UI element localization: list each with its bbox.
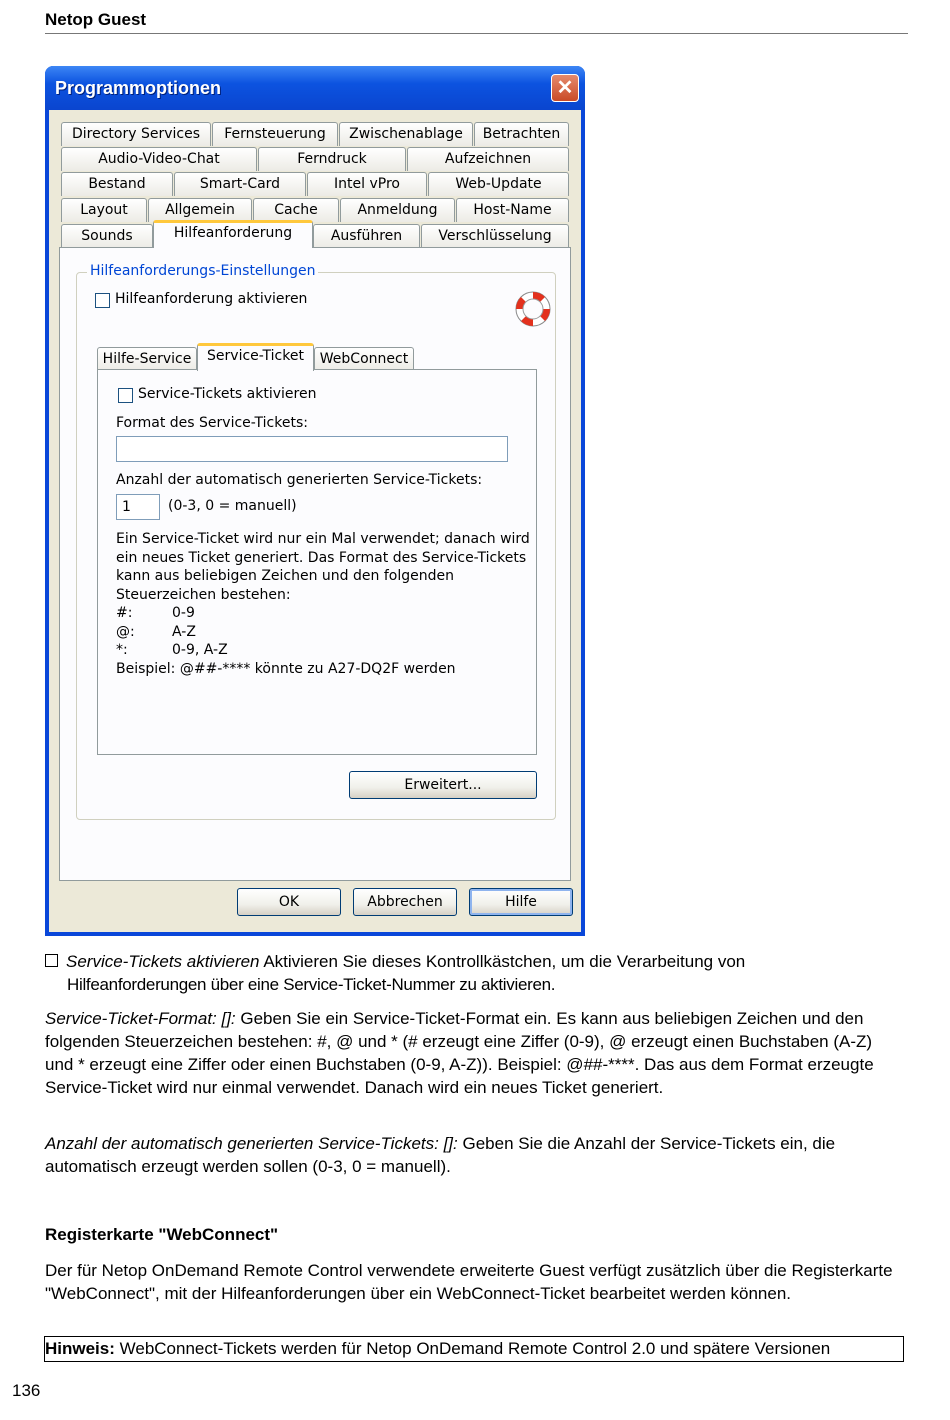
paragraph-enable-tickets bbox=[45, 950, 905, 996]
page-number: 136 bbox=[12, 1381, 41, 1400]
example-line: Beispiel: @##-**** könnte zu A27-DQ2F werden bbox=[116, 660, 456, 677]
tab-verschluesselung[interactable]: Verschlüsselung bbox=[421, 224, 569, 248]
tab-cache[interactable]: Cache bbox=[253, 198, 339, 222]
tab-smart-card[interactable]: Smart-Card bbox=[174, 172, 306, 196]
note-label: Hinweis: bbox=[45, 1339, 115, 1358]
tab-fernsteuerung[interactable]: Fernsteuerung bbox=[212, 122, 338, 146]
ticket-format-label: Format des Service-Tickets: bbox=[116, 415, 308, 431]
paragraph-ticket-count bbox=[45, 1132, 905, 1178]
tab-sounds[interactable]: Sounds bbox=[61, 224, 153, 248]
code-symbol: @: bbox=[116, 623, 135, 640]
checkbox-symbol-icon bbox=[45, 954, 58, 967]
text-ticket-format: Geben Sie ein Service-Ticket-Format ein. Es kann aus beliebigen Zeichen und den folgenden Steuerzeichen bestehen: #, @ und * (# erzeugt eine Ziffer (0-9), @ erzeugt einen Buchstaben (A-Z) und * erzeugt eine Ziffer oder einen Buchstaben (0-9, A-Z)). Beispiel: @##-****. Das aus dem Format erzeugte Service-Ticket wird nur einmal verwendet. Danach wird ein neues Ticket generiert. bbox=[45, 1009, 874, 1097]
service-ticket-description bbox=[116, 530, 530, 678]
term-enable-tickets: Service-Tickets aktivieren bbox=[66, 952, 260, 971]
tab-ferndruck[interactable]: Ferndruck bbox=[258, 147, 406, 171]
tab-intel-vpro[interactable]: Intel vPro bbox=[307, 172, 427, 196]
text-enable-tickets-2: Hilfeanforderungen über eine Service-Ticket-Nummer zu aktivieren. bbox=[67, 975, 556, 994]
enable-service-tickets-label: Service-Tickets aktivieren bbox=[138, 386, 317, 402]
header-rule bbox=[45, 33, 908, 34]
tab-layout[interactable]: Layout bbox=[61, 198, 147, 222]
code-meaning: A-Z bbox=[172, 623, 196, 640]
cancel-button[interactable]: Abbrechen bbox=[353, 888, 457, 916]
help-request-settings-group bbox=[76, 263, 556, 820]
close-button[interactable] bbox=[551, 74, 579, 102]
tab-web-update[interactable]: Web-Update bbox=[428, 172, 569, 196]
ticket-count-input[interactable]: 1 bbox=[116, 494, 160, 520]
tab-betrachten[interactable]: Betrachten bbox=[474, 122, 569, 146]
tab-host-name[interactable]: Host-Name bbox=[456, 198, 569, 222]
tab-hilfe-service[interactable]: Hilfe-Service bbox=[97, 347, 197, 371]
code-symbol: *: bbox=[116, 642, 128, 658]
advanced-button[interactable]: Erweitert... bbox=[349, 771, 537, 799]
program-options-dialog bbox=[45, 66, 585, 936]
ticket-count-label: Anzahl der automatisch generierten Service-Tickets: bbox=[116, 472, 483, 488]
service-ticket-panel bbox=[97, 369, 537, 755]
tab-directory-services[interactable]: Directory Services bbox=[61, 122, 211, 146]
tab-webconnect[interactable]: WebConnect bbox=[314, 347, 414, 371]
tab-bestand[interactable]: Bestand bbox=[61, 172, 173, 196]
section-title-webconnect: Registerkarte "WebConnect" bbox=[45, 1225, 279, 1244]
tab-service-ticket[interactable]: Service-Ticket bbox=[197, 343, 314, 371]
term-ticket-count: Anzahl der automatisch generierten Service-Tickets: []: bbox=[45, 1134, 458, 1153]
text-enable-tickets: Aktivieren Sie dieses Kontrollkästchen, um die Verarbeitung von bbox=[259, 952, 746, 971]
description-line: Ein Service-Ticket wird nur ein Mal verwendet; danach wird bbox=[116, 531, 530, 547]
page-header: Netop Guest bbox=[45, 10, 147, 29]
paragraph-ticket-format bbox=[45, 1007, 905, 1099]
dialog-titlebar[interactable] bbox=[45, 66, 585, 110]
ok-button[interactable]: OK bbox=[237, 888, 341, 916]
close-icon: ✕ bbox=[556, 77, 574, 99]
ticket-format-input[interactable] bbox=[116, 436, 508, 462]
group-title: Hilfeanforderungs-Einstellungen bbox=[87, 263, 318, 279]
ticket-count-hint: (0-3, 0 = manuell) bbox=[168, 498, 297, 514]
note-text: WebConnect-Tickets werden für Netop OnDemand Remote Control 2.0 und spätere Versionen bbox=[114, 1339, 831, 1358]
code-meaning: 0-9 bbox=[172, 605, 195, 621]
tab-audio-video-chat[interactable]: Audio-Video-Chat bbox=[61, 147, 257, 171]
dialog-client-area bbox=[49, 110, 581, 932]
tab-aufzeichnen[interactable]: Aufzeichnen bbox=[407, 147, 569, 171]
tab-allgemein[interactable]: Allgemein bbox=[148, 198, 252, 222]
tab-hilfeanforderung[interactable]: Hilfeanforderung bbox=[153, 220, 313, 248]
description-line: ein neues Ticket generiert. Das Format des Service-Tickets bbox=[116, 549, 527, 566]
tab-ausfuehren[interactable]: Ausführen bbox=[313, 224, 420, 248]
help-button[interactable]: Hilfe bbox=[469, 888, 573, 916]
enable-help-request-label: Hilfeanforderung aktivieren bbox=[115, 291, 308, 307]
code-row bbox=[116, 604, 530, 623]
lifebuoy-icon bbox=[513, 289, 553, 329]
paragraph-webconnect: Der für Netop OnDemand Remote Control verwendete erweiterte Guest verfügt zusätzlich über die Registerkarte "WebConnect", mit der Hilfeanforderungen über ein WebConnect-Ticket bearbeitet werden können. bbox=[45, 1261, 893, 1303]
description-line: Steuerzeichen bestehen: bbox=[116, 586, 291, 603]
code-row bbox=[116, 641, 530, 660]
code-row bbox=[116, 623, 530, 642]
code-meaning: 0-9, A-Z bbox=[172, 642, 228, 658]
term-ticket-format: Service-Ticket-Format: []: bbox=[45, 1009, 236, 1028]
dialog-title: Programmoptionen bbox=[55, 78, 222, 98]
tab-zwischenablage[interactable]: Zwischenablage bbox=[339, 122, 473, 146]
enable-service-tickets-checkbox[interactable] bbox=[118, 388, 133, 403]
code-symbol: #: bbox=[116, 605, 133, 621]
tab-anmeldung[interactable]: Anmeldung bbox=[340, 198, 455, 222]
description-line: kann aus beliebigen Zeichen und den folgenden bbox=[116, 568, 454, 584]
enable-help-request-checkbox[interactable] bbox=[95, 293, 110, 308]
note-box bbox=[44, 1336, 904, 1362]
hilfeanforderung-tab-panel bbox=[59, 247, 571, 881]
text-ticket-count: Geben Sie die Anzahl der Service-Tickets ein, die automatisch erzeugt werden sollen (0-3, 0 = manuell). bbox=[45, 1134, 836, 1176]
